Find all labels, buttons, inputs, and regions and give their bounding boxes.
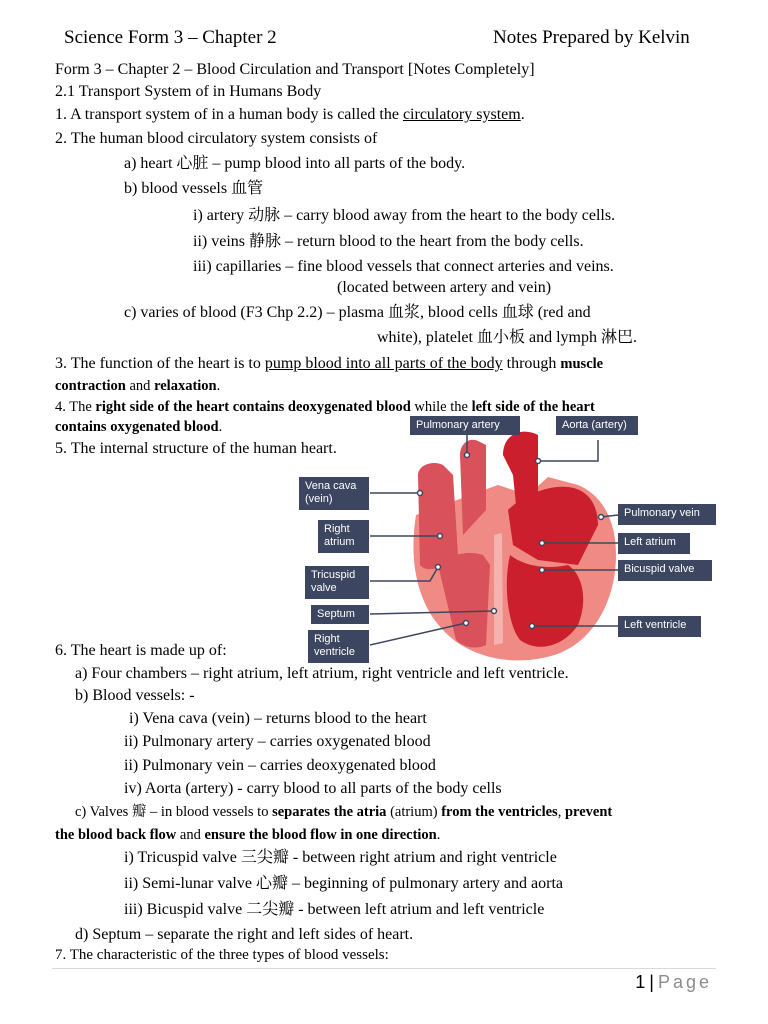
point-3: 3. The function of the heart is to pump blood into all parts of the body through muscle xyxy=(55,355,604,372)
label-tricuspid-valve: Tricuspid valve xyxy=(305,566,369,599)
point-6b-iii: ii) Pulmonary vein – carries deoxygenated blood xyxy=(124,757,436,774)
label-right-ventricle: Right ventricle xyxy=(308,630,369,663)
point-6a: a) Four chambers – right atrium, left atrium, right ventricle and left ventricle. xyxy=(75,665,569,682)
point-6d: d) Septum – separate the right and left sides of heart. xyxy=(75,926,414,943)
point-2-intro: 2. The human blood circulatory system consists of xyxy=(55,130,378,147)
point-6c: c) Valves 瓣 – in blood vessels to separates the atria (atrium) from the ventricles, prevent xyxy=(75,804,613,820)
section-heading: 2.1 Transport System of in Humans Body xyxy=(55,83,322,100)
label-pulmonary-vein: Pulmonary vein xyxy=(618,504,716,525)
header-right: Notes Prepared by Kelvin xyxy=(493,27,690,48)
point-6c-ii: ii) Semi-lunar valve 心瓣 – beginning of pulmonary artery and aorta xyxy=(124,875,563,892)
label-septum: Septum xyxy=(311,605,369,624)
point-2c: c) varies of blood (F3 Chp 2.2) – plasma 血浆, blood cells 血球 (red and xyxy=(124,304,591,321)
point-2b-iii: iii) capillaries – fine blood vessels that connect arteries and veins. xyxy=(193,258,614,275)
label-aorta: Aorta (artery) xyxy=(556,416,638,435)
label-pulmonary-artery: Pulmonary artery xyxy=(410,416,520,435)
page-footer xyxy=(635,972,712,993)
document-title: Form 3 – Chapter 2 – Blood Circulation and Transport [Notes Completely] xyxy=(55,61,535,78)
point-6c-i: i) Tricuspid valve 三尖瓣 - between right atrium and right ventricle xyxy=(124,849,557,866)
label-left-atrium: Left atrium xyxy=(618,533,690,554)
point-6c-iii: iii) Bicuspid valve 二尖瓣 - between left atrium and left ventricle xyxy=(124,901,545,918)
point-6b-ii: ii) Pulmonary artery – carries oxygenated blood xyxy=(124,733,431,750)
page-word: Page xyxy=(657,972,712,992)
septum-shape xyxy=(494,533,503,645)
right-atrium-shape xyxy=(418,463,458,569)
label-left-ventricle: Left ventricle xyxy=(618,616,701,637)
point-2b-ii: ii) veins 静脉 – return blood to the heart from the body cells. xyxy=(193,233,584,250)
point-6b-iv: iv) Aorta (artery) - carry blood to all parts of the body cells xyxy=(124,780,502,797)
point-5: 5. The internal structure of the human heart. xyxy=(55,440,337,457)
point-6b: b) Blood vessels: - xyxy=(75,687,195,704)
point-1: 1. A transport system of in a human body is called the circulatory system. xyxy=(55,106,525,123)
footer-divider xyxy=(52,968,716,969)
point-6-intro: 6. The heart is made up of: xyxy=(55,642,227,659)
point-2b-iii-cont: (located between artery and vein) xyxy=(337,279,552,296)
header-left: Science Form 3 – Chapter 2 xyxy=(64,27,277,48)
label-bicuspid-valve: Bicuspid valve xyxy=(618,560,712,581)
point-6c-cont: the blood back flow and ensure the blood flow in one direction. xyxy=(55,827,441,843)
page-separator: | xyxy=(649,972,654,992)
point-2b: b) blood vessels 血管 xyxy=(124,180,264,197)
label-vena-cava: Vena cava (vein) xyxy=(299,477,369,510)
point-2b-i: i) artery 动脉 – carry blood away from the heart to the body cells. xyxy=(193,207,616,224)
point-2c-cont: white), platelet 血小板 and lymph 淋巴. xyxy=(377,329,637,346)
point-7: 7. The characteristic of the three types of blood vessels: xyxy=(55,947,389,963)
point-3-cont: contraction and relaxation. xyxy=(55,378,221,394)
point-6b-i: i) Vena cava (vein) – returns blood to the heart xyxy=(129,710,427,727)
point-4: 4. The right side of the heart contains deoxygenated blood while the left side of the heart xyxy=(55,399,595,415)
heart-diagram xyxy=(298,415,718,665)
point-4-cont: contains oxygenated blood. xyxy=(55,419,223,435)
label-right-atrium: Right atrium xyxy=(318,520,369,553)
page-number: 1 xyxy=(635,972,646,992)
point-2a: a) heart 心脏 – pump blood into all parts of the body. xyxy=(124,155,466,172)
